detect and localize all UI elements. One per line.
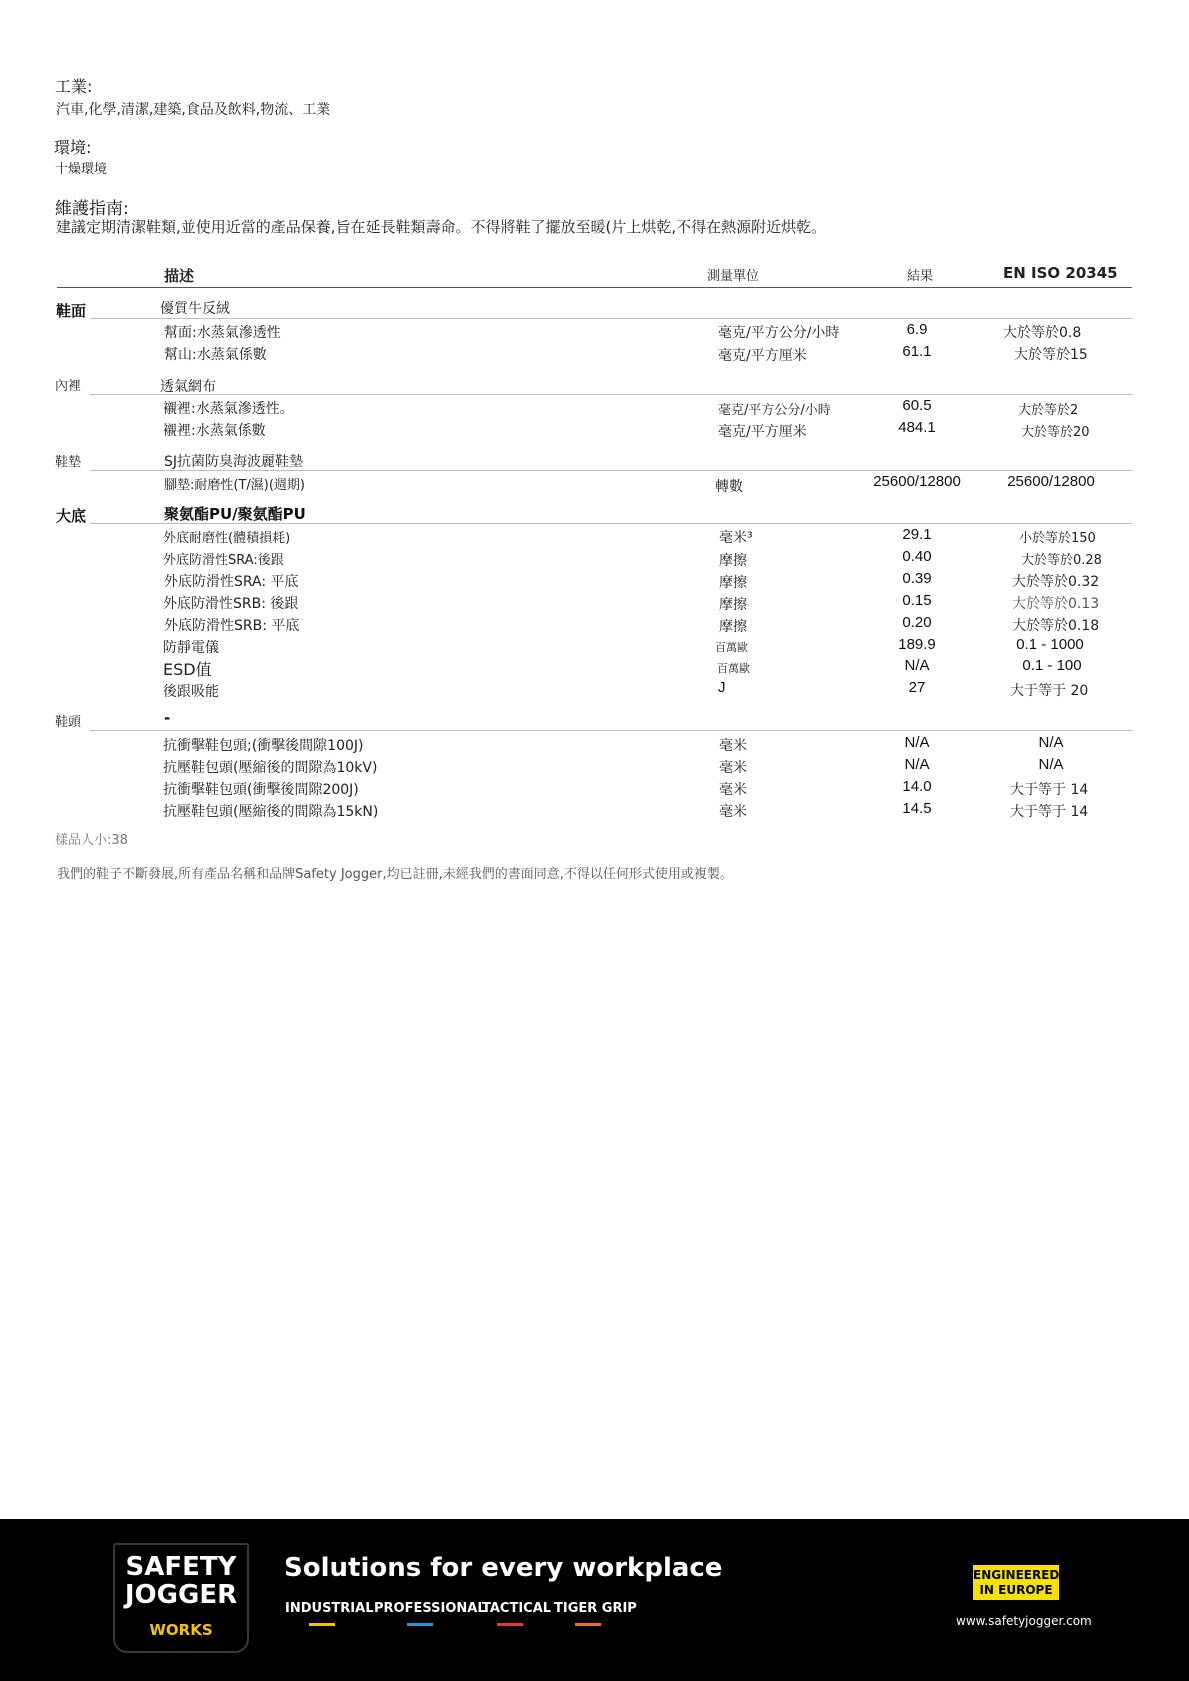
row-result: 60.5 <box>902 397 932 414</box>
nav-industrial-underline <box>309 1623 335 1626</box>
industry-value: 汽車,化學,清潔,建築,食品及飲料,物流、工業 <box>56 102 331 118</box>
section-rule <box>90 523 1132 524</box>
row-description: 外底防滑性SRA: 平底 <box>164 574 299 590</box>
col-header-unit: 測量單位 <box>707 269 760 284</box>
row-unit: 百萬歐 <box>717 662 750 675</box>
row-standard: N/A <box>1038 756 1064 773</box>
section-rule <box>90 730 1132 731</box>
row-result: 25600/12800 <box>873 473 961 490</box>
row-unit: 毫克/平方厘米 <box>718 424 807 440</box>
row-description: 襯裡:水蒸氣係數 <box>163 423 266 439</box>
section-rule <box>90 394 1132 395</box>
nav-tiger-grip-underline <box>575 1623 601 1626</box>
row-unit: 毫米 <box>719 738 747 754</box>
row-unit: 毫米 <box>719 760 747 776</box>
badge-line-1: ENGINEERED <box>973 1568 1060 1582</box>
row-result: N/A <box>904 756 930 773</box>
row-standard: 大於等於0.32 <box>1012 574 1100 590</box>
care-value: 建議定期清潔鞋類,並使用近當的產品保養,旨在延長鞋類壽命。不得將鞋了擺放至暖(片上烘乾,不得在熱源附近烘乾。 <box>56 218 827 236</box>
row-description: 抗衝擊鞋包頭;(衝擊後間隙100J) <box>163 738 364 754</box>
row-unit: 毫克/平方公分/小時 <box>718 403 831 418</box>
row-unit: 毫克/平方公分/小時 <box>718 325 840 341</box>
row-result: 0.39 <box>902 570 932 587</box>
footer-bar <box>0 1519 1189 1681</box>
row-description: 抗壓鞋包頭(壓縮後的間隙為10kV) <box>163 760 378 776</box>
nav-tactical-underline <box>497 1623 523 1626</box>
row-description: 外底耐磨性(體積損耗) <box>163 531 291 546</box>
section-material-toecap: - <box>164 709 171 727</box>
row-description: 幫山:水蒸氣係數 <box>164 347 267 363</box>
row-standard: 大於等於0.8 <box>1003 325 1082 341</box>
row-standard: 0.1 - 100 <box>1022 657 1082 674</box>
row-result: 0.15 <box>902 592 932 609</box>
row-result: 484.1 <box>898 419 936 436</box>
section-material-upper: 優質牛反絨 <box>160 301 230 317</box>
row-unit: 摩擦 <box>719 597 747 613</box>
care-label: 維護指南: <box>55 199 129 219</box>
section-material-lining: 透氣網布 <box>160 379 216 395</box>
logo-word-jogger: JOGGER <box>124 1580 238 1610</box>
row-unit: 毫米 <box>719 782 747 798</box>
row-result: 14.0 <box>902 778 932 795</box>
sample-size: 樣品人小:38 <box>55 833 128 848</box>
industry-label: 工業: <box>55 77 93 96</box>
row-standard: 0.1 - 1000 <box>1016 636 1084 653</box>
disclaimer: 我們的鞋子不斷發展,所有產品名稱和品牌Safety Jogger,均已註冊,未經我們的書面同意,不得以任何形式使用或複製。 <box>57 867 733 882</box>
engineered-in-europe-badge <box>973 1565 1059 1600</box>
row-description: 後跟吸能 <box>163 684 219 700</box>
row-unit: 摩擦 <box>719 553 747 569</box>
col-header-description: 描述 <box>164 267 195 285</box>
row-description: 抗衝擊鞋包頭(衝擊後間隙200J) <box>163 782 359 798</box>
row-unit: 百萬歐 <box>715 641 748 654</box>
row-result: N/A <box>904 734 930 751</box>
footer-tagline: Solutions for every workplace <box>284 1553 723 1583</box>
row-description: 腳墊:耐磨性(T/濕)(週期) <box>164 478 305 493</box>
row-result: 61.1 <box>902 343 932 360</box>
nav-professional[interactable]: PROFESSIONAL <box>374 1601 486 1616</box>
row-result: 0.20 <box>902 614 932 631</box>
nav-professional-underline <box>407 1623 433 1626</box>
nav-tiger-grip[interactable]: TIGER GRIP <box>554 1601 637 1616</box>
environment-value: 十燥環境 <box>55 162 108 177</box>
section-rule <box>90 318 1132 319</box>
header-rule <box>57 287 1132 288</box>
safety-jogger-works-logo <box>113 1543 249 1653</box>
section-name-lining: 內裡 <box>55 379 82 394</box>
row-result: N/A <box>904 657 930 674</box>
row-standard: N/A <box>1038 734 1064 751</box>
row-unit: 摩擦 <box>719 619 747 635</box>
row-result: 29.1 <box>902 526 932 543</box>
row-result: 6.9 <box>906 321 928 338</box>
row-description: 外底防滑性SRA:後跟 <box>163 553 284 568</box>
section-name-toecap: 鞋頭 <box>55 715 82 730</box>
logo-word-works: WORKS <box>149 1621 213 1639</box>
row-standard: 大于等于 14 <box>1010 782 1089 798</box>
environment-label: 環境: <box>54 138 92 157</box>
section-rule <box>90 470 1132 471</box>
row-description: 外底防滑性SRB: 後跟 <box>163 596 299 612</box>
row-standard: 大於等於20 <box>1021 425 1090 440</box>
row-description: 襯裡:水蒸氣滲透性。 <box>163 401 294 417</box>
col-header-result: 結果 <box>906 269 934 284</box>
website-link[interactable]: www.safetyjogger.com <box>956 1614 1092 1628</box>
row-result: 14.5 <box>902 800 932 817</box>
row-standard: 小於等於150 <box>1019 531 1096 546</box>
row-unit: 毫克/平方厘米 <box>718 348 807 364</box>
row-standard: 大於等於0.28 <box>1021 553 1102 568</box>
nav-tactical[interactable]: TACTICAL <box>482 1601 552 1616</box>
row-description: ESD值 <box>163 660 212 679</box>
row-unit: 毫米 <box>719 804 747 820</box>
row-unit: J <box>718 679 726 696</box>
row-standard: 大於等於0.18 <box>1012 618 1100 634</box>
row-unit: 毫米³ <box>719 530 753 546</box>
row-result: 0.40 <box>902 548 932 565</box>
row-description: 抗壓鞋包頭(壓縮後的間隙為15kN) <box>163 804 379 820</box>
row-standard: 大於等於2 <box>1018 403 1079 418</box>
row-result: 189.9 <box>898 636 936 653</box>
row-description: 防靜電儀 <box>163 640 219 656</box>
row-result: 27 <box>908 679 926 696</box>
badge-line-2: IN EUROPE <box>979 1583 1053 1597</box>
row-standard: 大于等于 20 <box>1010 683 1089 699</box>
row-standard: 大于等于 14 <box>1010 804 1089 820</box>
logo-word-safety: SAFETY <box>125 1552 237 1582</box>
row-unit: 轉數 <box>715 479 743 495</box>
row-unit: 摩擦 <box>719 575 747 591</box>
col-header-standard: EN ISO 20345 <box>1003 264 1118 282</box>
row-standard: 大於等於0.13 <box>1012 596 1100 612</box>
row-description: 幫面:水蒸氣滲透性 <box>164 325 281 341</box>
row-description: 外底防滑性SRB: 平底 <box>164 618 300 634</box>
section-material-insole: SJ抗菌防臭海波麗鞋墊 <box>164 454 304 470</box>
row-standard: 大於等於15 <box>1014 347 1088 363</box>
section-name-insole: 鞋墊 <box>55 455 82 470</box>
nav-industrial[interactable]: INDUSTRIAL <box>285 1601 374 1616</box>
section-name-outsole: 大底 <box>56 507 87 525</box>
section-name-upper: 鞋面 <box>56 302 87 320</box>
section-material-outsole: 聚氨酯PU/聚氨酯PU <box>164 505 306 523</box>
row-standard: 25600/12800 <box>1007 473 1095 490</box>
